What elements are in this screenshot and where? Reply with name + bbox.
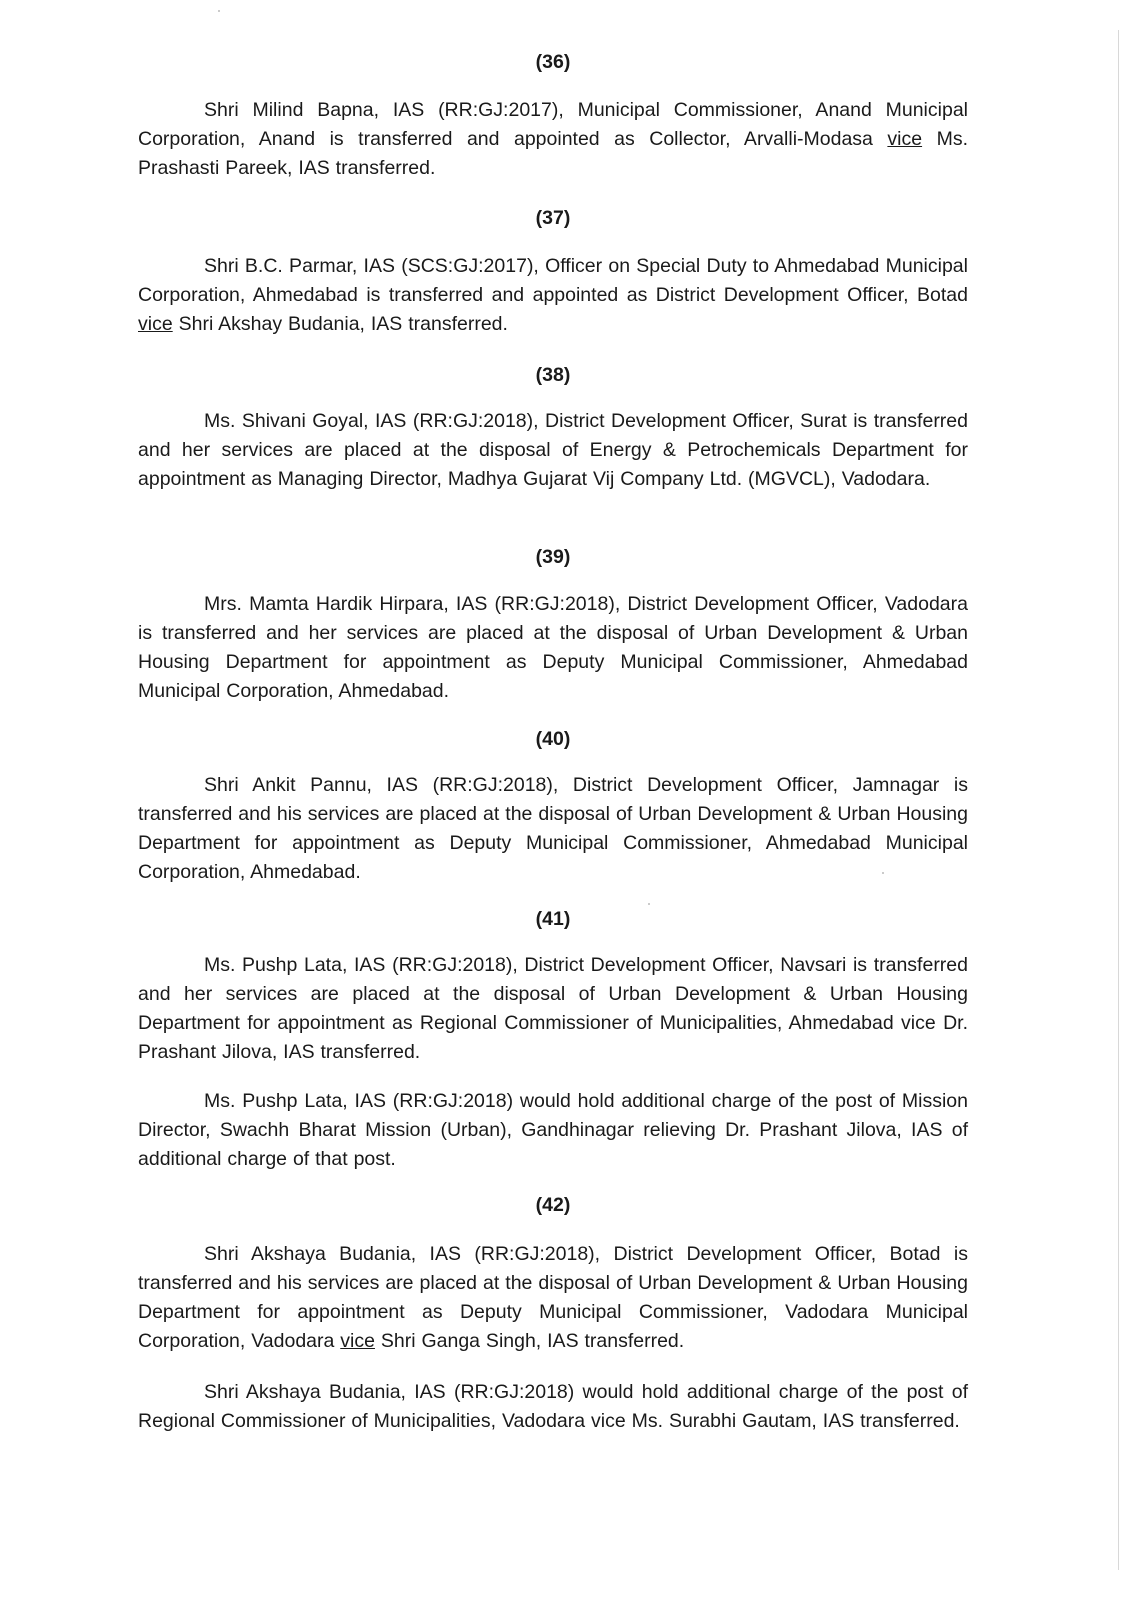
paragraph-text: Ms. Pushp Lata, IAS (RR:GJ:2018), District Development Officer, Navsari is transferred and her services are placed at the disposal of Urban Development & Urban Housing Department for appointment as Regional Commissioner of Municipalities, Ahmedabad vice Dr. Prashant Jilova, IAS transferred. <box>138 954 968 1063</box>
underlined-word: vice <box>138 313 173 335</box>
order-paragraph <box>138 771 968 887</box>
section-number: (36) <box>535 51 571 73</box>
scan-edge-line <box>1118 30 1119 1570</box>
section-number: (38) <box>535 364 571 386</box>
scan-speck <box>648 903 650 905</box>
order-paragraph <box>138 1087 968 1174</box>
order-paragraph <box>138 1240 968 1356</box>
section-number: (40) <box>535 728 571 750</box>
paragraph-text: Mrs. Mamta Hardik Hirpara, IAS (RR:GJ:2018), District Development Officer, Vadodara is transferred and her services are placed at the disposal of Urban Development & Urban Housing Department for appointment as Deputy Municipal Commissioner, Ahmedabad Municipal Corporation, Ahmedabad. <box>138 593 968 702</box>
paragraph-text: Shri Akshaya Budania, IAS (RR:GJ:2018), District Development Officer, Botad is transferred and his services are placed at the disposal of Urban Development & Urban Housing Department for appointment as Deputy Municipal Commissioner, Vadodara Municipal Corporation, Vadodara <box>138 1243 968 1352</box>
order-paragraph <box>138 951 968 1067</box>
order-paragraph <box>138 590 968 706</box>
paragraph-text: Shri Akshaya Budania, IAS (RR:GJ:2018) would hold additional charge of the post of Regional Commissioner of Municipalities, Vadodara vice Ms. Surabhi Gautam, IAS transferred. <box>138 1381 968 1432</box>
paragraph-text: Ms. Prashasti Pareek, IAS transferred. <box>138 128 968 179</box>
section-number: (42) <box>535 1194 571 1216</box>
paragraph-text: Ms. Shivani Goyal, IAS (RR:GJ:2018), District Development Officer, Surat is transferred and her services are placed at the disposal of Energy & Petrochemicals Department for appointment as Managing Director, Madhya Gujarat Vij Company Ltd. (MGVCL), Vadodara. <box>138 410 968 490</box>
underlined-word: vice <box>887 128 923 150</box>
order-paragraph <box>138 407 968 494</box>
underlined-word: vice <box>340 1330 375 1352</box>
section-number: (41) <box>535 908 571 930</box>
order-paragraph <box>138 96 968 183</box>
paragraph-text: Ms. Pushp Lata, IAS (RR:GJ:2018) would hold additional charge of the post of Mission Director, Swachh Bharat Mission (Urban), Gandhinagar relieving Dr. Prashant Jilova, IAS of additional charge of that post. <box>138 1090 968 1170</box>
order-paragraph <box>138 1378 968 1436</box>
section-number: (39) <box>535 546 571 568</box>
order-paragraph <box>138 252 968 339</box>
paragraph-text: Shri Ankit Pannu, IAS (RR:GJ:2018), District Development Officer, Jamnagar is transferred and his services are placed at the disposal of Urban Development & Urban Housing Department for appointment as Deputy Municipal Commissioner, Ahmedabad Municipal Corporation, Ahmedabad. <box>138 774 968 883</box>
paragraph-text: Shri Ganga Singh, IAS transferred. <box>374 1330 685 1352</box>
scan-speck <box>218 10 220 12</box>
paragraph-text: Shri B.C. Parmar, IAS (SCS:GJ:2017), Officer on Special Duty to Ahmedabad Municipal Corporation, Ahmedabad is transferred and appointed as District Development Officer, Botad <box>138 255 968 306</box>
paragraph-text: Shri Milind Bapna, IAS (RR:GJ:2017), Municipal Commissioner, Anand Municipal Corporation, Anand is transferred and appointed as Collector, Arvalli-Modasa <box>138 99 968 150</box>
paragraph-text: Shri Akshay Budania, IAS transferred. <box>172 313 508 335</box>
section-number: (37) <box>535 207 571 229</box>
